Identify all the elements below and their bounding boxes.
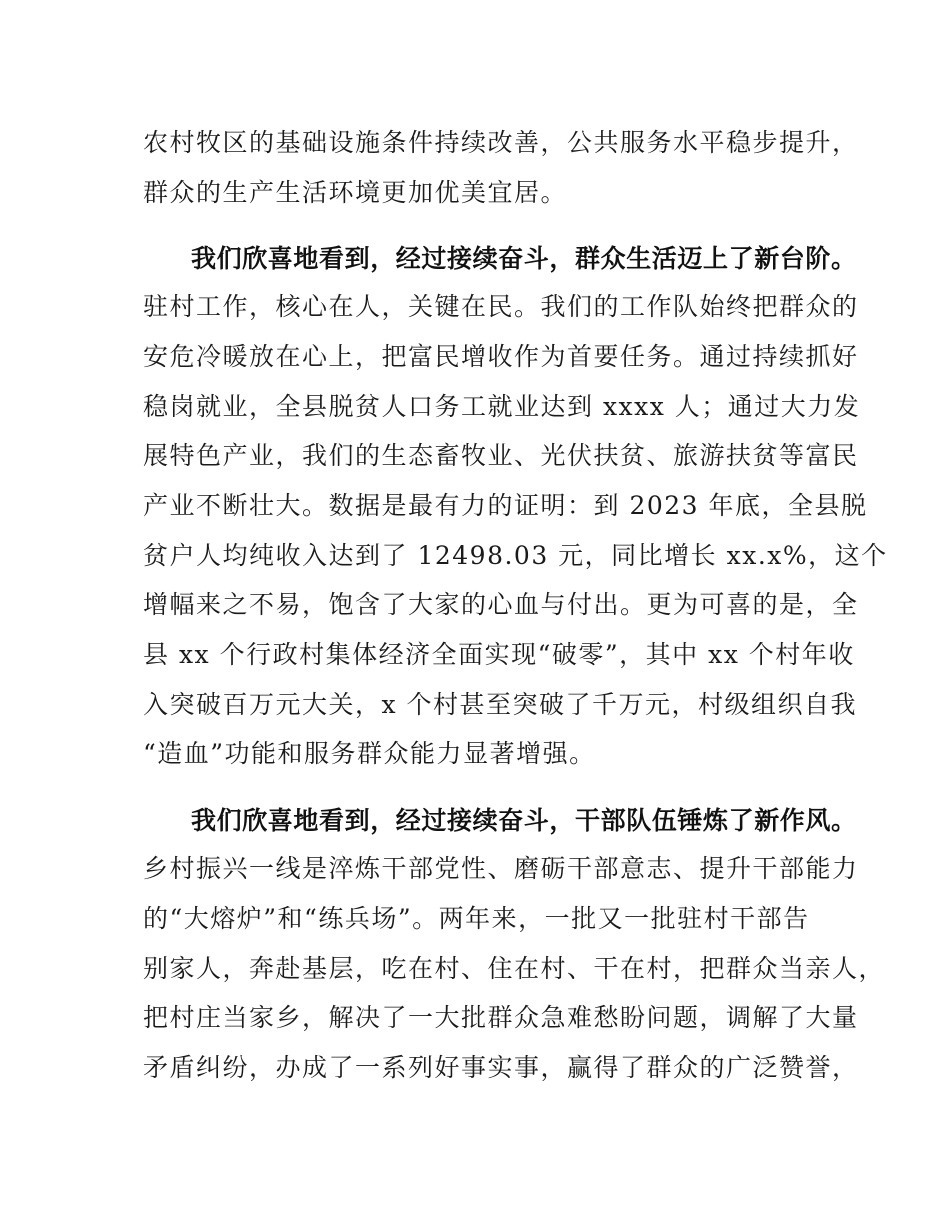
text-line: 把村庄当家乡，解决了一大批群众急难愁盼问题，调解了大量 [143, 1003, 859, 1032]
text-line: 产业不断壮大。数据是最有力的证明：到 2023 年底，全县脱 [143, 491, 868, 520]
section-heading: 我们欣喜地看到，经过接续奋斗，干部队伍锤炼了新作风。 [191, 806, 857, 835]
text-line: 别家人，奔赴基层，吃在村、住在村、干在村，把群众当亲人， [143, 954, 886, 983]
section-heading: 我们欣喜地看到，经过接续奋斗，群众生活迈上了新台阶。 [191, 244, 857, 273]
text-line: 入突破百万元大关，x 个村甚至突破了千万元，村级组织自我 [143, 690, 858, 719]
text-line: 群众的生产生活环境更加优美宜居。 [143, 178, 568, 207]
text-line: 县 xx 个行政村集体经济全面实现“破零”，其中 xx 个村年收 [143, 640, 855, 669]
text-line: 乡村振兴一线是淬炼干部党性、磨砺干部意志、提升干部能力 [143, 854, 859, 883]
text-line: 稳岗就业，全县脱贫人口务工就业达到 xxxx 人；通过大力发 [143, 392, 861, 421]
text-line: 矛盾纠纷，办成了一系列好事实事，赢得了群众的广泛赞誉， [143, 1053, 859, 1082]
text-line: 的“大熔炉”和“练兵场”。两年来，一批又一批驻村干部告 [143, 904, 810, 933]
text-line: 农村牧区的基础设施条件持续改善，公共服务水平稳步提升， [143, 128, 859, 157]
text-line: 安危冷暖放在心上，把富民增收作为首要任务。通过持续抓好 [143, 342, 859, 371]
text-line: 展特色产业，我们的生态畜牧业、光伏扶贫、旅游扶贫等富民 [143, 441, 859, 470]
text-line: 增幅来之不易，饱含了大家的心血与付出。更为可喜的是，全 [143, 590, 859, 619]
text-line: “造血”功能和服务群众能力显著增强。 [143, 739, 596, 768]
text-line: 贫户人均纯收入达到了 12498.03 元，同比增长 xx.x%，这个 [143, 541, 888, 570]
text-line: 驻村工作，核心在人，关键在民。我们的工作队始终把群众的 [143, 292, 859, 321]
